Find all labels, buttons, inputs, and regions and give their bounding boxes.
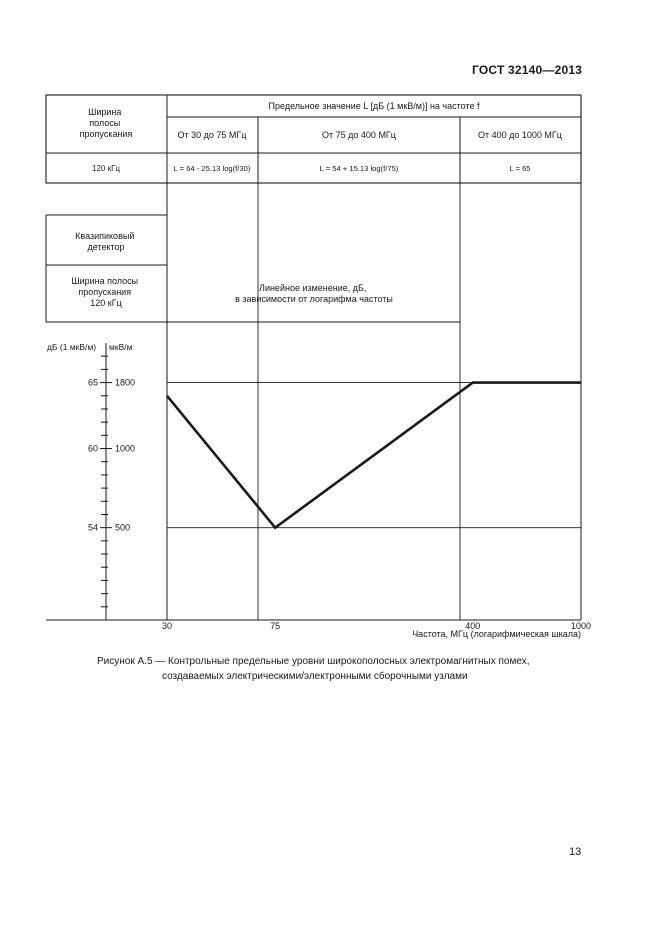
table-header-bandwidth: Ширина полосы пропускания xyxy=(79,107,133,139)
x-tick-label: 30 xyxy=(161,621,173,631)
y-tick-label-uv: 1800 xyxy=(115,377,136,388)
page-number: 13 xyxy=(569,846,582,858)
detector-label: Квазипиковый детектор xyxy=(75,231,135,252)
unit-db-label: дБ (1 мкВ/м) xyxy=(47,342,97,352)
bandwidth-label: Ширина полосы пропускания 120 кГц xyxy=(71,276,139,308)
limit-point xyxy=(275,527,276,528)
table-group-header: Предельное значение L [дБ (1 мкВ/м)] на частоте f xyxy=(268,101,480,111)
table-cell-formula3: L = 65 xyxy=(509,164,531,173)
table-subheader-range1: От 30 до 75 МГц xyxy=(177,130,247,140)
figure-caption-line1: Рисунок А.5 — Контрольные предельные уровни широкополосных электромагнитных помех, xyxy=(97,656,530,667)
figure-caption-line2: создаваемых электрическими/электронными сборочными узлами xyxy=(162,671,468,682)
limit-point xyxy=(472,382,473,383)
table-cell-formula2: L = 54 + 15.13 log(f/75) xyxy=(319,164,399,173)
y-tick-label-uv: 500 xyxy=(115,522,131,533)
table-subheader-range3: От 400 до 1000 МГц xyxy=(478,130,562,140)
x-axis-label: Частота, МГц (логарифмическая шкала) xyxy=(412,629,581,639)
unit-uv-label: мкВ/м xyxy=(109,342,133,352)
document-header: ГОСТ 32140—2013 xyxy=(472,63,583,77)
limit-point xyxy=(580,382,581,383)
y-tick-label-db: 60 xyxy=(87,443,98,454)
limit-curve xyxy=(167,383,581,528)
y-tick-label-uv: 1000 xyxy=(115,443,136,454)
table-subheader-range2: От 75 до 400 МГц xyxy=(322,130,396,140)
x-tick-label: 75 xyxy=(270,621,281,631)
table-cell-bandwidth: 120 кГц xyxy=(92,164,120,173)
x-tick-label: 1000 xyxy=(570,621,592,631)
limit-point xyxy=(166,395,167,396)
y-tick-label-db: 54 xyxy=(87,522,98,533)
y-tick-label-db: 65 xyxy=(87,377,98,388)
x-tick-label: 400 xyxy=(465,621,481,631)
linear-note: Линейное изменение, дБ, в зависимости от логарифма частоты xyxy=(235,283,393,304)
table-cell-formula1: L = 64 - 25.13 log(f/30) xyxy=(173,164,251,173)
